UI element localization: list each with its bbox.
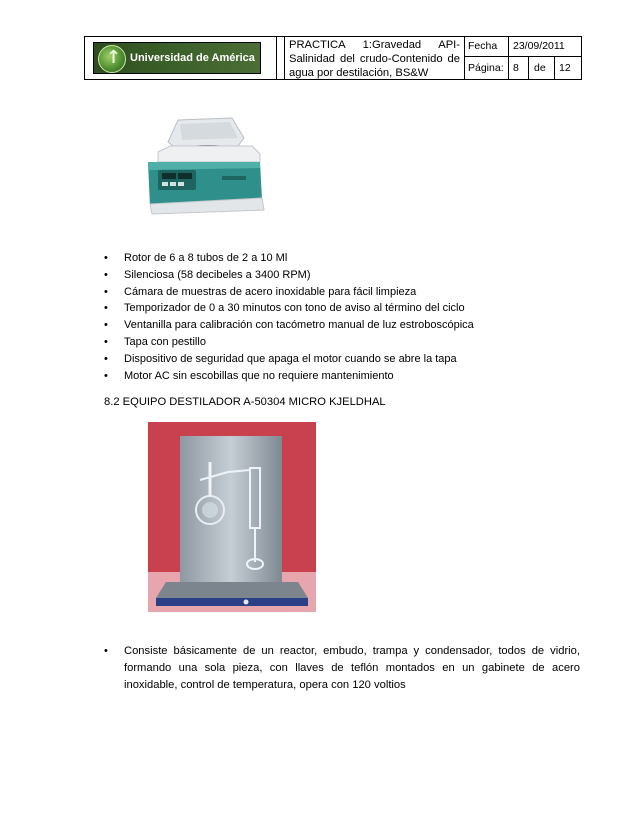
university-logo: [93, 42, 261, 74]
university-emblem-icon: [98, 45, 126, 73]
practice-title-line: agua por destilación, BS&W: [289, 67, 429, 79]
list-item-text: Motor AC sin escobillas que no requiere mantenimiento: [124, 369, 394, 382]
header-spacer-cell: [277, 37, 285, 79]
practice-title: [285, 37, 465, 79]
section-heading: 8.2 EQUIPO DESTILADOR A-50304 MICRO KJELDHAL: [104, 396, 386, 408]
pagina-number: 8: [509, 57, 529, 79]
logo-cell: [85, 37, 277, 79]
fecha-label: Fecha: [465, 37, 509, 57]
bullet-glyph: •: [104, 335, 108, 348]
header-table: [84, 36, 582, 80]
bullet-glyph: •: [104, 252, 108, 264]
pagina-total: 12: [559, 62, 571, 74]
distiller-image: [148, 422, 316, 612]
bullet-glyph: •: [104, 285, 108, 298]
centrifuge-image: [140, 116, 270, 216]
list-item-text: Dispositivo de seguridad que apaga el motor cuando se abre la tapa: [124, 352, 457, 365]
practice-title-line: Salinidad del crudo-Contenido de: [289, 53, 460, 65]
practice-title-line: PRACTICA 1:Gravedad API-: [289, 39, 460, 51]
list-item-text: Tapa con pestillo: [124, 335, 206, 348]
list-item-text: Ventanilla para calibración con tacómetro manual de luz estroboscópica: [124, 319, 474, 332]
list-item-text: Rotor de 6 a 8 tubos de 2 a 10 Ml: [124, 252, 288, 264]
pagina-label: Página:: [465, 57, 509, 79]
pagina-de: de: [529, 57, 555, 79]
bullet-glyph: •: [104, 645, 108, 657]
list-item-text: Cámara de muestras de acero inoxidable para fácil limpieza: [124, 285, 417, 298]
bullet-glyph: •: [104, 302, 108, 315]
logo-text: Universidad de América: [130, 52, 255, 64]
list-item-text: Silenciosa (58 decibeles a 3400 RPM): [124, 268, 311, 281]
bullet-glyph: •: [104, 268, 108, 281]
bullet-glyph: •: [104, 369, 108, 382]
list-item-text: Temporizador de 0 a 30 minutos con tono de aviso al término del ciclo: [124, 302, 465, 315]
fecha-value: 23/09/2011: [509, 37, 581, 57]
bullet-glyph: •: [104, 352, 108, 365]
bullet-glyph: •: [104, 319, 108, 332]
distiller-description: Consiste básicamente de un reactor, embudo, trampa y condensador, todos de vidrio, formando una sola pieza, con llaves de teflón montados en un gabinete de acero inoxidable, control de temperatura, opera con 120 voltios: [124, 645, 580, 691]
